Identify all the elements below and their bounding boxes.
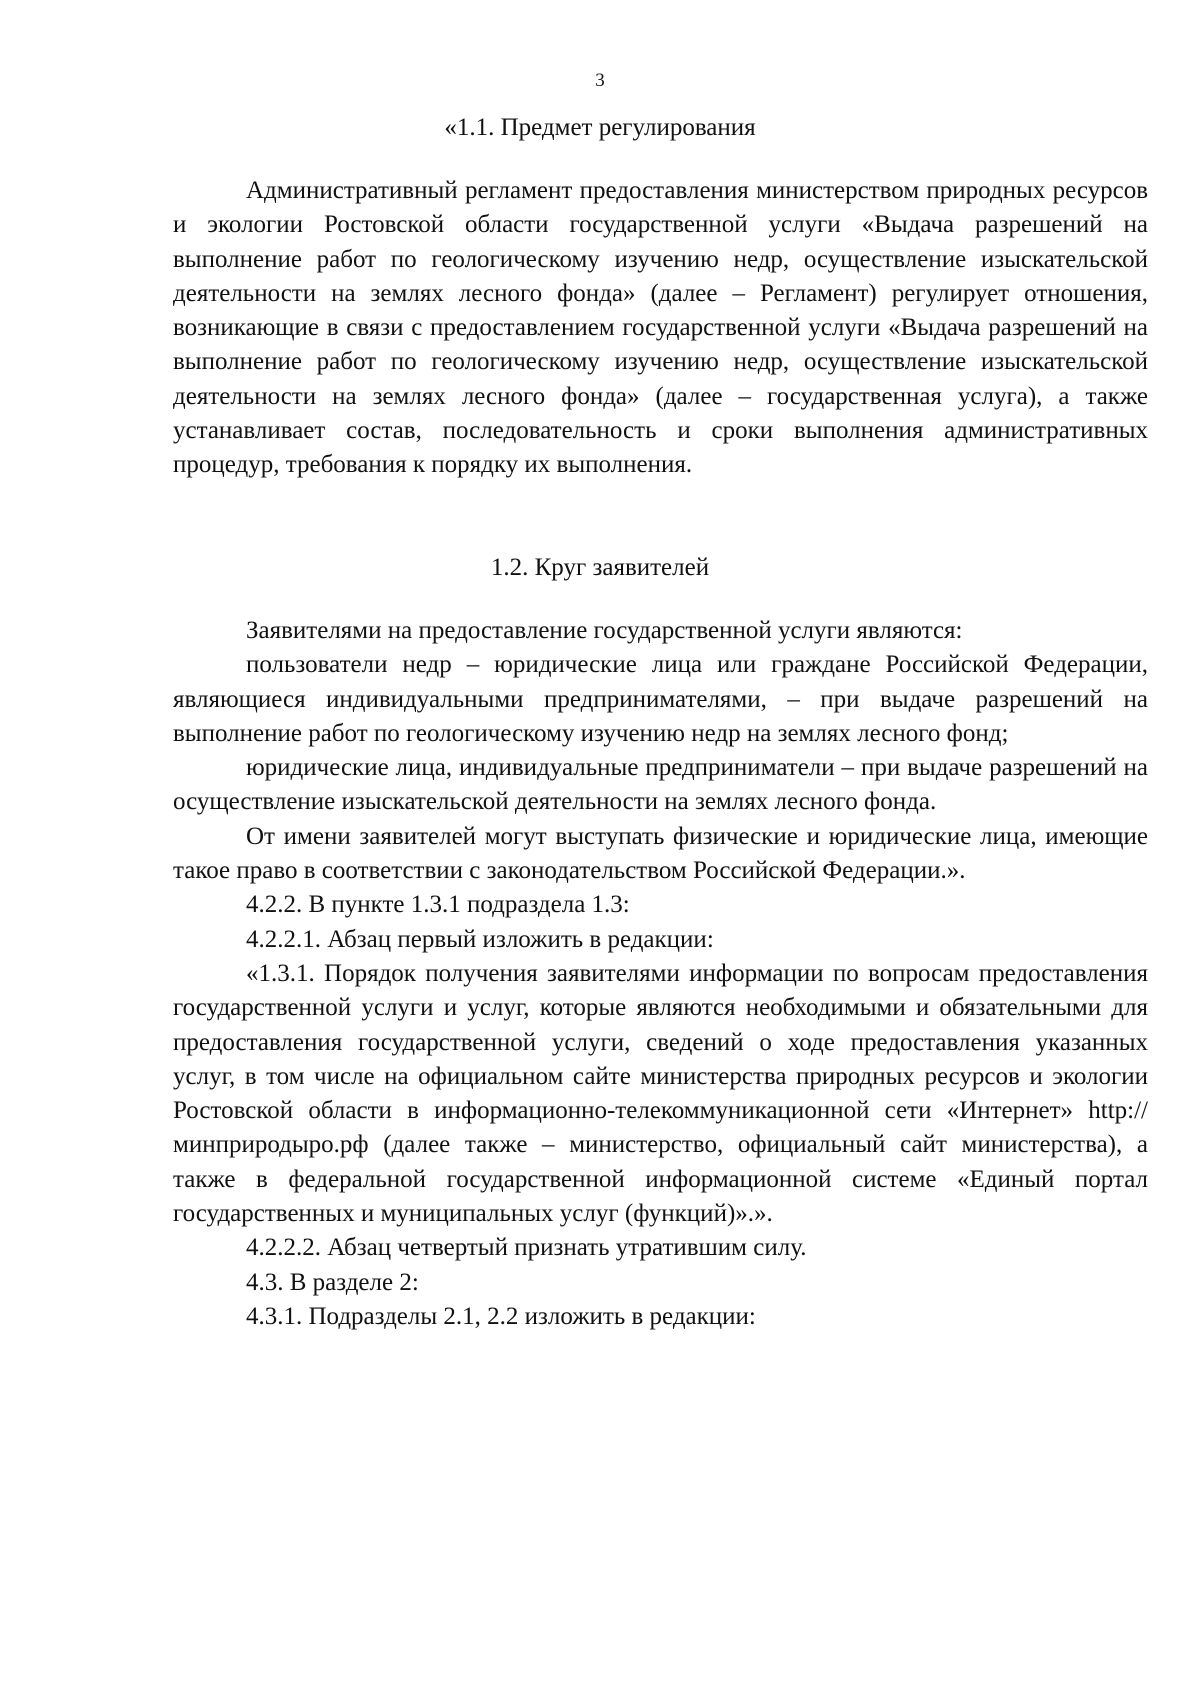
paragraph: 4.3.1. Подразделы 2.1, 2.2 изложить в редакции: bbox=[246, 1302, 756, 1330]
section-heading-1-1: «1.1. Предмет регулирования bbox=[444, 114, 756, 141]
paragraph: Административный регламент предоставления министерством природных ресурсов и экологии Ростовской области государственной услуги «Выдача разрешений на выполнение работ по геологическому изучению недр, осуществление изыскательской деятельности на землях лесного фонда» (далее – Регламент) регулирует отношения, возникающие в связи с предоставлением государственной услуги «Выдача разрешений на выполнение работ по геологическому изучению недр, осуществление изыскательской деятельности на землях лесного фонда» (далее – государственная услуга), а также устанавливает состав, последовательность и сроки выполнения административных процедур, требования к порядку их выполнения. bbox=[173, 177, 1148, 479]
paragraph: 4.2.2.2. Абзац четвертый признать утратившим силу. bbox=[246, 1234, 807, 1262]
paragraph: юридические лица, индивидуальные предприниматели – при выдаче разрешений на осуществление изыскательской деятельности на землях лесного фонда. bbox=[173, 754, 1148, 816]
paragraph: От имени заявителей могут выступать физические и юридические лица, имеющие такое право в соответствии с законодательством Российской Федерации.». bbox=[173, 822, 1148, 885]
paragraph: «1.3.1. Порядок получения заявителями информации по вопросам предоставления государственной услуги и услуг, которые являются необходимыми и обязательными для предоставления государственной услуги, сведений о ходе предоставления указанных услуг, в том числе на официальном сайте министерства природных ресурсов и экологии Ростовской области в информационно-телекоммуникационной сети «Интернет» http://минприродыро.рф (далее также – министерство, официальный сайт министерства), а также в федеральной государственной информационной системе «Единый портал государственных и муниципальных услуг (функций)».». bbox=[173, 959, 1148, 1228]
paragraph: 4.2.2.1. Абзац первый изложить в редакции: bbox=[246, 925, 714, 953]
section-1-1-body bbox=[173, 174, 1148, 483]
page-number: 3 bbox=[595, 70, 605, 91]
paragraph: 4.3. В разделе 2: bbox=[246, 1268, 419, 1296]
paragraph: Заявителями на предоставление государственной услуги являются: bbox=[246, 617, 963, 644]
section-1-2-body bbox=[173, 614, 1148, 1334]
section-heading-1-2: 1.2. Круг заявителей bbox=[490, 554, 710, 581]
paragraph: пользователи недр – юридические лица или граждане Российской Федерации, являющиеся индивидуальными предпринимателями, – при выдаче разрешений на выполнение работ по геологическому изучению недр на землях лесного фонд; bbox=[173, 651, 1148, 747]
paragraph: 4.2.2. В пункте 1.3.1 подраздела 1.3: bbox=[246, 891, 630, 919]
